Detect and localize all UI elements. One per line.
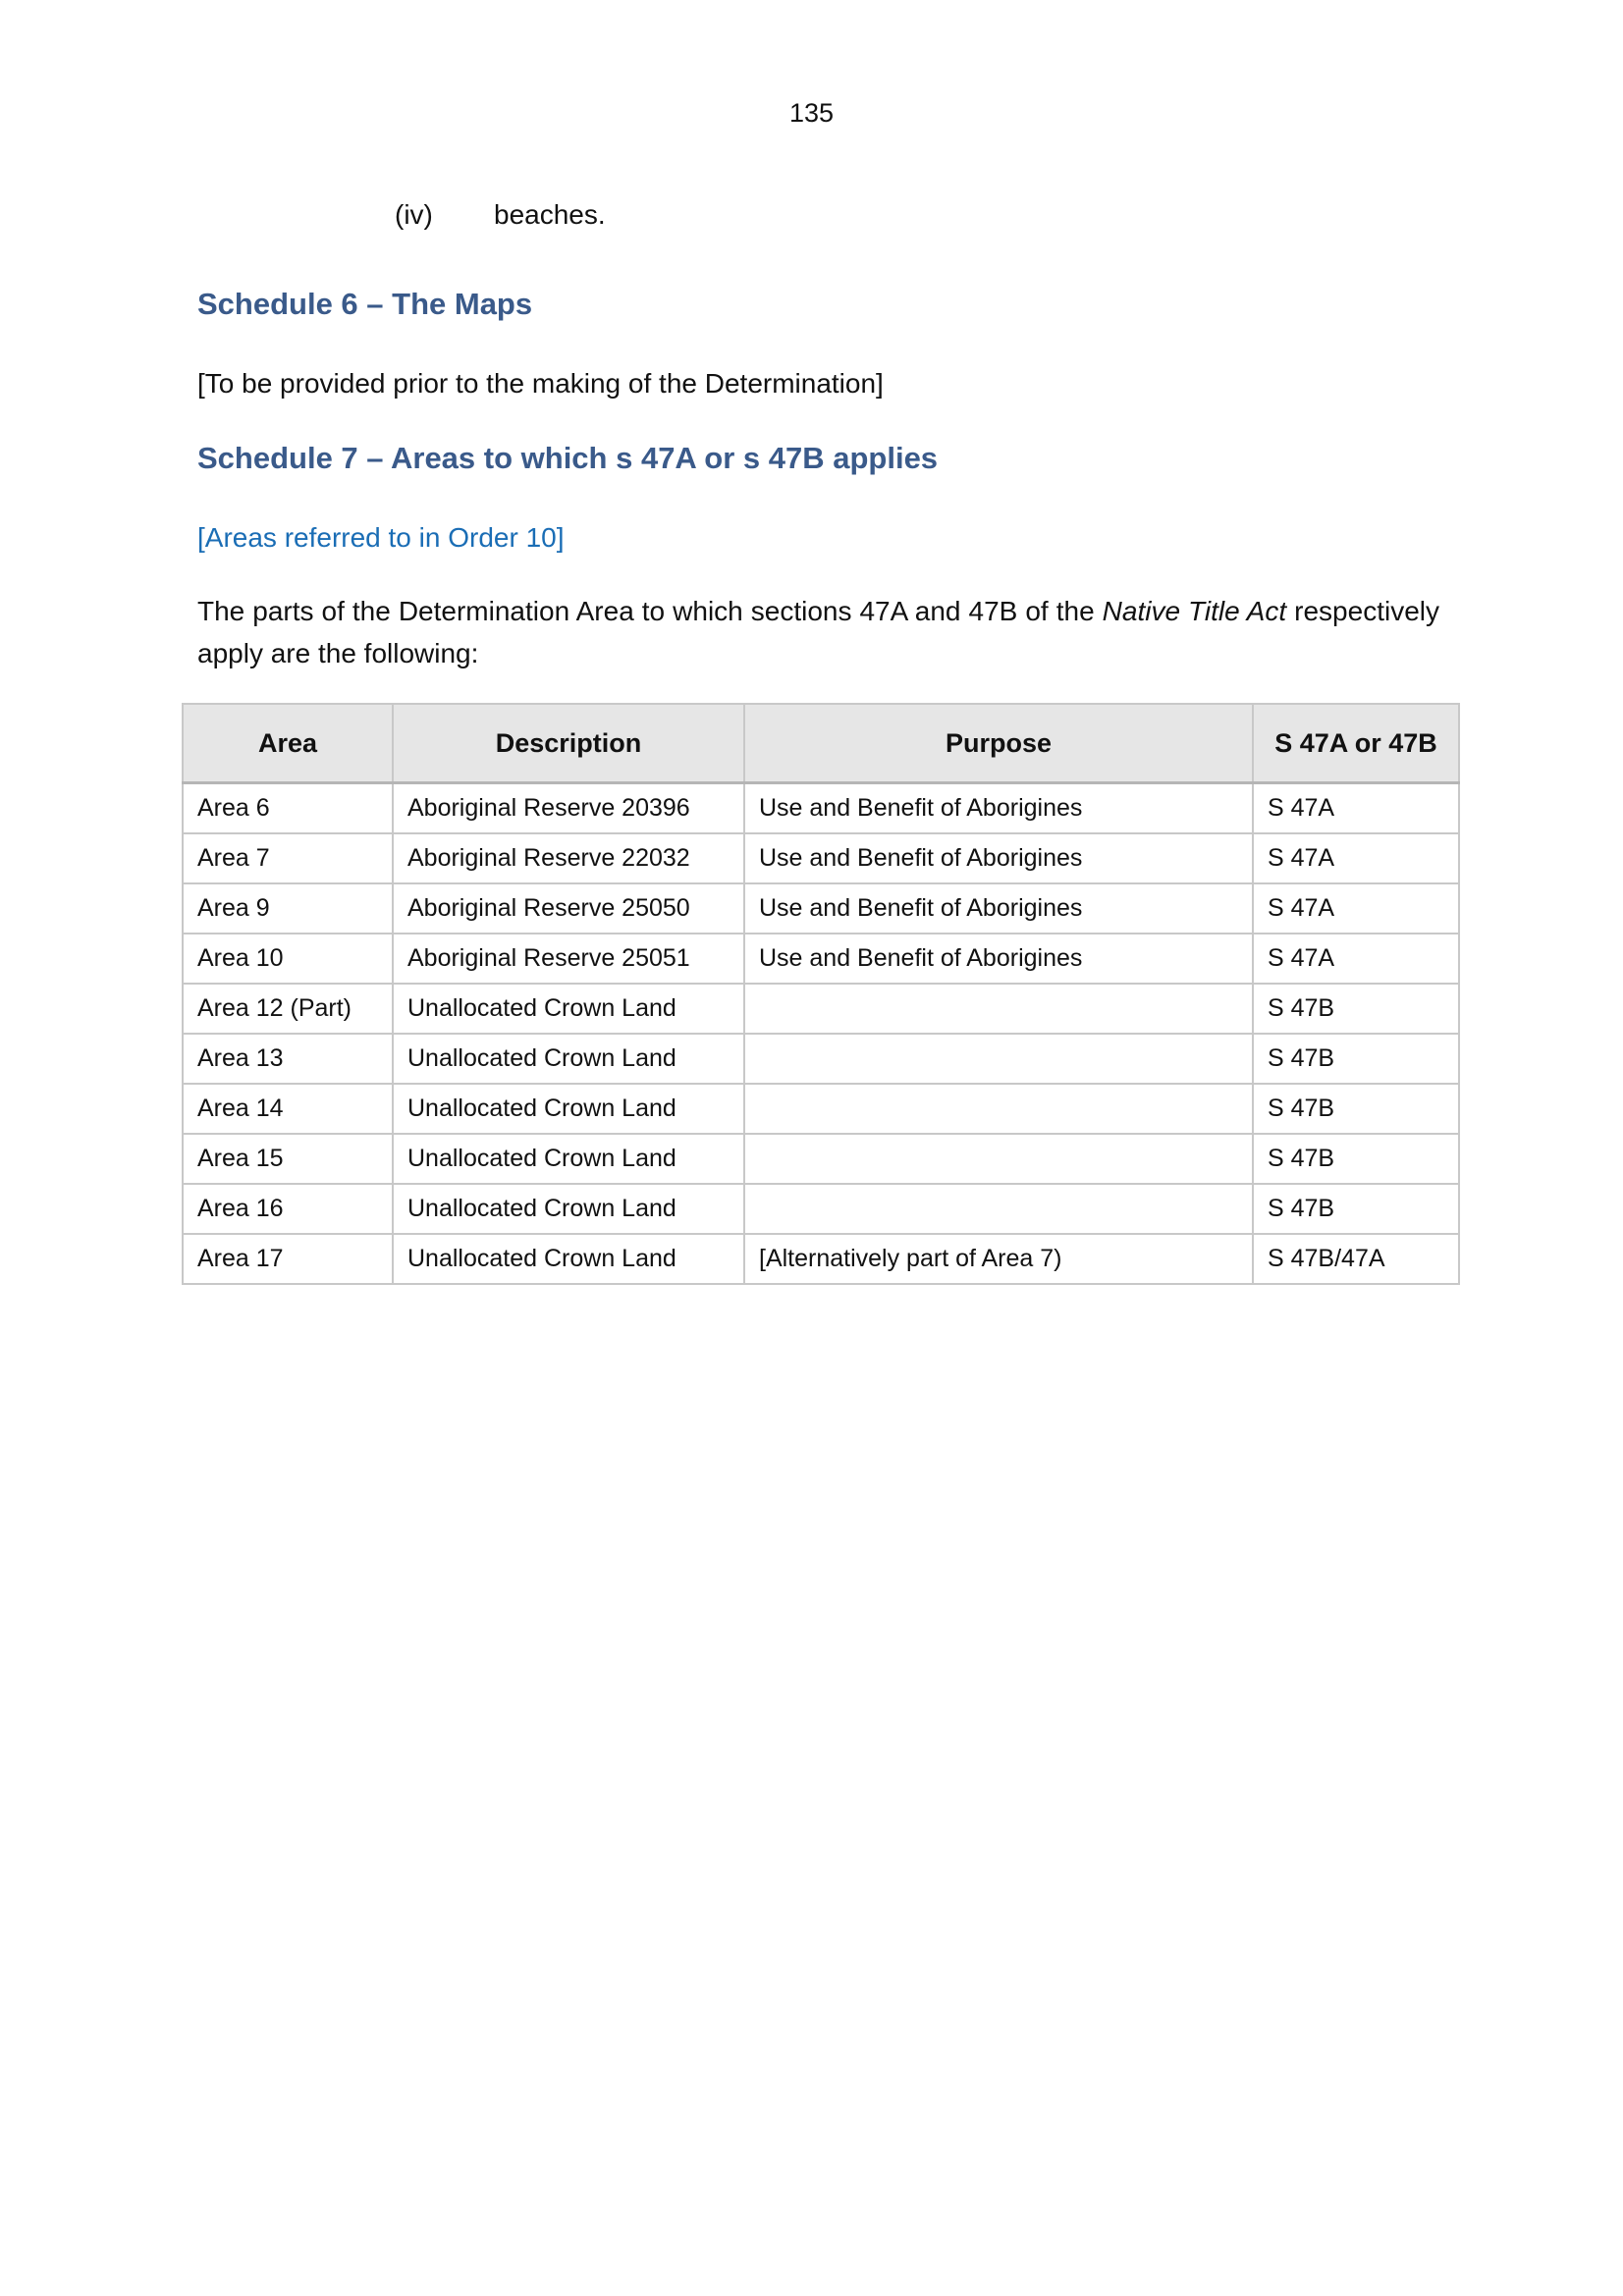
header-s47: S 47A or 47B [1253, 704, 1459, 783]
subparagraph [395, 199, 606, 231]
subparagraph-text: beaches. [494, 199, 606, 230]
cell-description: Unallocated Crown Land [393, 1084, 744, 1134]
table-row [183, 833, 1459, 883]
table-row [183, 783, 1459, 834]
intro-text-after: respectively apply are the following: [197, 596, 1439, 668]
cell-purpose [744, 1034, 1253, 1084]
cell-description: Unallocated Crown Land [393, 1234, 744, 1284]
cell-description: Unallocated Crown Land [393, 984, 744, 1034]
cell-area: Area 14 [183, 1084, 393, 1134]
cell-s47: S 47B [1253, 1034, 1459, 1084]
cell-description: Aboriginal Reserve 20396 [393, 783, 744, 834]
table-row [183, 1084, 1459, 1134]
cell-s47: S 47A [1253, 934, 1459, 984]
subparagraph-number: (iv) [395, 199, 433, 230]
cell-purpose [744, 1184, 1253, 1234]
table-row [183, 1184, 1459, 1234]
cell-purpose: Use and Benefit of Aborigines [744, 833, 1253, 883]
cell-purpose: [Alternatively part of Area 7) [744, 1234, 1253, 1284]
cell-s47: S 47B [1253, 1184, 1459, 1234]
cell-area: Area 16 [183, 1184, 393, 1234]
cell-description: Unallocated Crown Land [393, 1034, 744, 1084]
table-header-row [183, 704, 1459, 783]
cell-purpose [744, 984, 1253, 1034]
page-number: 135 [788, 98, 835, 128]
intro-text-before: The parts of the Determination Area to which sections 47A and 47B of the [197, 596, 1103, 626]
cell-area: Area 6 [183, 783, 393, 834]
table-row [183, 1234, 1459, 1284]
cell-area: Area 12 (Part) [183, 984, 393, 1034]
schedule-7-intro [197, 590, 1439, 674]
schedule-6-heading: Schedule 6 – The Maps [197, 287, 533, 321]
table-row [183, 1134, 1459, 1184]
schedule-6-text: [To be provided prior to the making of the Determination] [197, 368, 884, 399]
table-row [183, 984, 1459, 1034]
cell-s47: S 47A [1253, 783, 1459, 834]
intro-act-name: Native Title Act [1102, 596, 1287, 626]
cell-description: Aboriginal Reserve 25050 [393, 883, 744, 934]
cell-area: Area 7 [183, 833, 393, 883]
cell-s47: S 47A [1253, 883, 1459, 934]
cell-purpose: Use and Benefit of Aborigines [744, 783, 1253, 834]
cell-purpose [744, 1134, 1253, 1184]
schedule-7-heading: Schedule 7 – Areas to which s 47A or s 47B applies [197, 441, 939, 475]
cell-area: Area 17 [183, 1234, 393, 1284]
schedule-7-reference: [Areas referred to in Order 10] [197, 522, 565, 553]
table-row [183, 934, 1459, 984]
header-description: Description [393, 704, 744, 783]
cell-purpose [744, 1084, 1253, 1134]
cell-area: Area 10 [183, 934, 393, 984]
cell-s47: S 47A [1253, 833, 1459, 883]
cell-s47: S 47B [1253, 1134, 1459, 1184]
cell-description: Aboriginal Reserve 25051 [393, 934, 744, 984]
cell-s47: S 47B [1253, 1084, 1459, 1134]
cell-purpose: Use and Benefit of Aborigines [744, 883, 1253, 934]
table-row [183, 1034, 1459, 1084]
cell-description: Aboriginal Reserve 22032 [393, 833, 744, 883]
cell-description: Unallocated Crown Land [393, 1184, 744, 1234]
header-area: Area [183, 704, 393, 783]
cell-area: Area 15 [183, 1134, 393, 1184]
cell-purpose: Use and Benefit of Aborigines [744, 934, 1253, 984]
cell-s47: S 47B [1253, 984, 1459, 1034]
cell-description: Unallocated Crown Land [393, 1134, 744, 1184]
areas-table [182, 703, 1460, 1285]
cell-area: Area 13 [183, 1034, 393, 1084]
cell-s47: S 47B/47A [1253, 1234, 1459, 1284]
header-purpose: Purpose [744, 704, 1253, 783]
table-row [183, 883, 1459, 934]
cell-area: Area 9 [183, 883, 393, 934]
